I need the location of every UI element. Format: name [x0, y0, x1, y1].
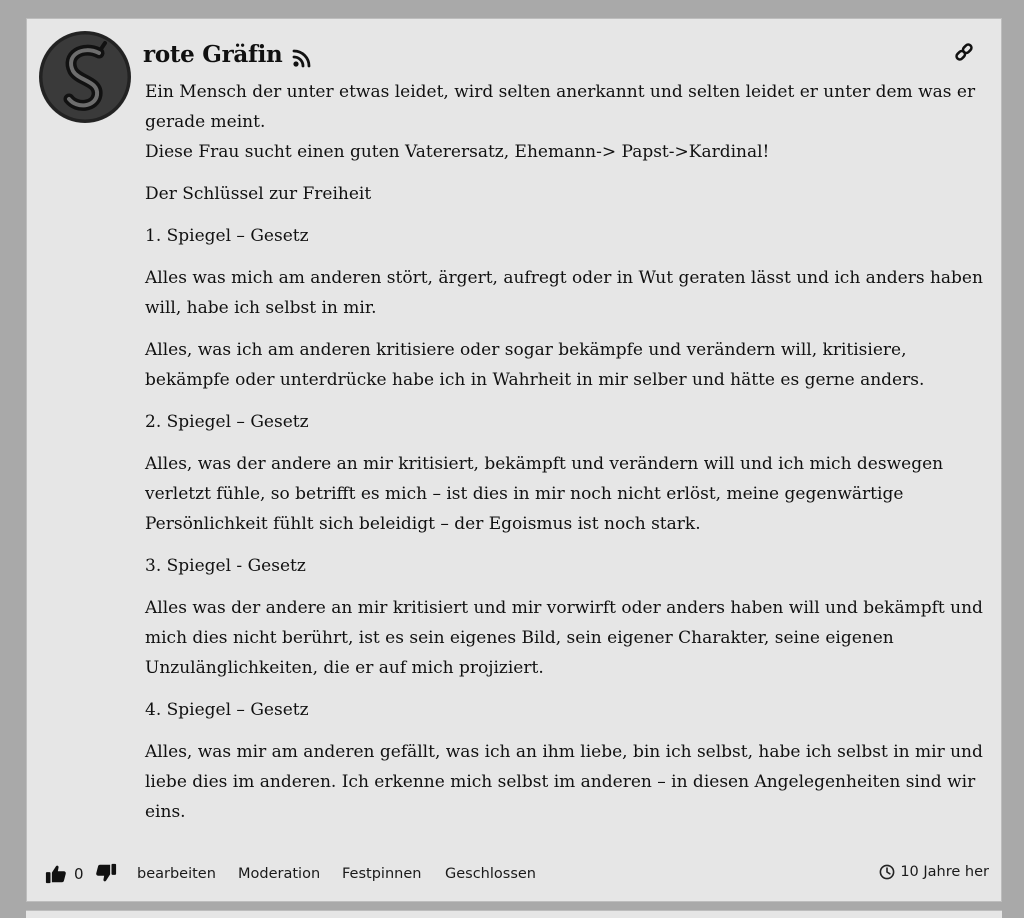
paragraph: Alles, was ich am anderen kritisiere oder sogar bekämpfe und verändern will, kritisiere, bekämpfe oder unterdrücke habe ich in Wahrheit in mir selber und hätte es gerne anders.: [145, 340, 925, 390]
paragraph: Der Schlüssel zur Freiheit: [145, 184, 372, 204]
paragraph: Alles, was der andere an mir kritisiert, bekämpft und verändern will und ich mich deswegen verletzt fühle, so betrifft es mich – ist dies in mir noch nicht erlöst, meine gegenwärtige Persönlichkeit fühlt sich beleidigt – der Egoismus ist noch stark.: [145, 454, 944, 534]
vote-score: 0: [74, 865, 84, 883]
clock-icon: [879, 864, 895, 880]
edit-link[interactable]: bearbeiten: [137, 866, 216, 882]
paragraph: 4. Spiegel – Gesetz: [145, 700, 309, 720]
paragraph: 2. Spiegel – Gesetz: [145, 412, 309, 432]
closed-link[interactable]: Geschlossen: [445, 866, 536, 882]
rss-icon[interactable]: [292, 48, 312, 68]
paragraph: 3. Spiegel - Gesetz: [145, 556, 306, 576]
next-card-edge: [26, 910, 1002, 918]
avatar[interactable]: [39, 31, 131, 123]
pin-link[interactable]: Festpinnen: [342, 866, 422, 882]
paragraph: Alles was mich am anderen stört, ärgert, aufregt oder in Wut geraten lässt und ich anders haben will, habe ich selbst in mir.: [145, 268, 983, 318]
paragraph: Alles, was mir am anderen gefällt, was ich an ihm liebe, bin ich selbst, habe ich selbst in mir und liebe dies im anderen. Ich erkenne mich selbst im anderen – in diesen Angelegenheiten sind wir eins.: [145, 742, 983, 822]
paragraph: Alles was der andere an mir kritisiert und mir vorwirft oder anders haben will und bekämpft und mich dies nicht berührt, ist es sein eigenes Bild, sein eigener Charakter, seine eigenen Unzulänglichkeiten, die er auf mich projiziert.: [145, 598, 983, 678]
author-row: [143, 37, 312, 71]
link-icon[interactable]: [953, 41, 975, 63]
avatar-s-logo-icon: [39, 31, 131, 123]
thumbs-down-icon[interactable]: [95, 862, 117, 884]
paragraph: Diese Frau sucht einen guten Vaterersatz, Ehemann-> Papst->Kardinal!: [145, 142, 770, 162]
comment-card: [26, 18, 1002, 902]
comment-footer: [27, 857, 1003, 893]
paragraph: 1. Spiegel – Gesetz: [145, 226, 309, 246]
comment-body: [145, 77, 985, 839]
moderation-link[interactable]: Moderation: [238, 866, 321, 882]
thumbs-up-icon[interactable]: [45, 863, 67, 885]
author-name[interactable]: rote Gräfin: [143, 40, 283, 68]
paragraph: Ein Mensch der unter etwas leidet, wird selten anerkannt und selten leidet er unter dem was er gerade meint.: [145, 82, 976, 132]
timestamp-text: 10 Jahre her: [900, 864, 989, 880]
timestamp[interactable]: [879, 864, 989, 880]
